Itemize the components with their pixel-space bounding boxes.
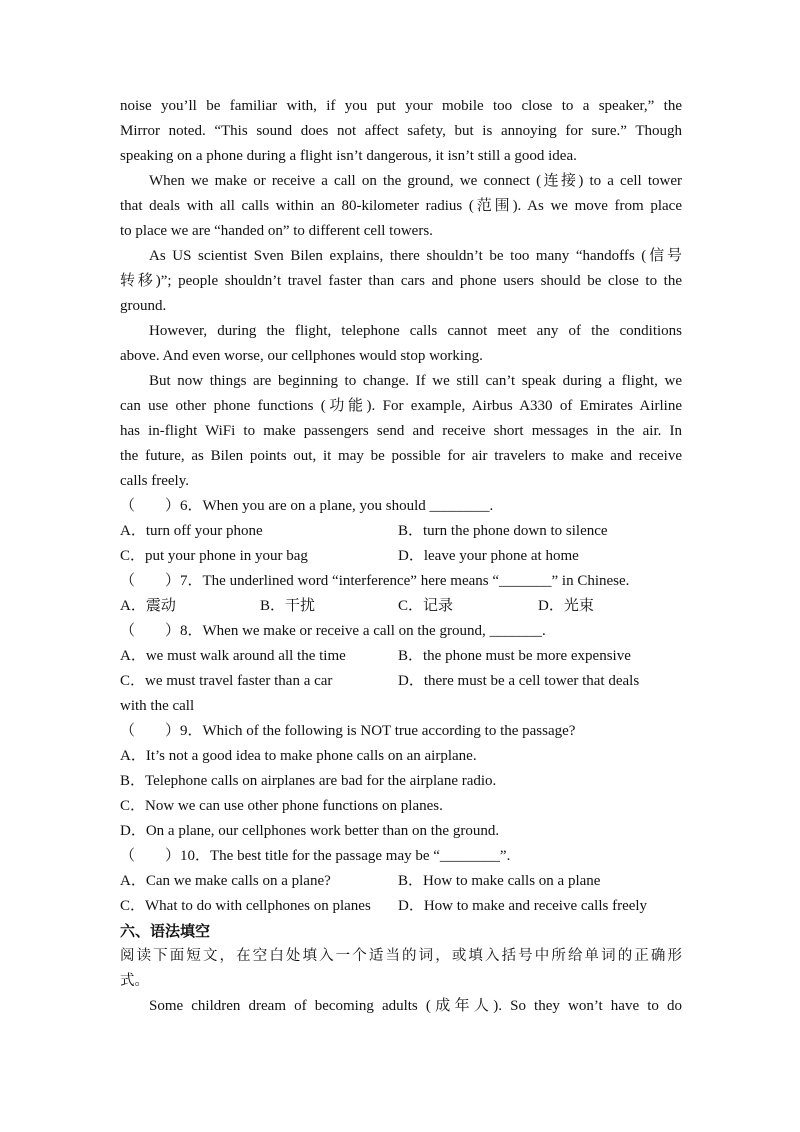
option-a: A．we must walk around all the time <box>120 648 346 664</box>
option-a: A．Can we make calls on a plane? <box>120 873 331 889</box>
option-d: D．leave your phone at home <box>398 548 579 564</box>
passage-line: above. And even worse, our cellphones would stop working. <box>120 348 483 364</box>
passage-line: to place we are “handed on” to different cell towers. <box>120 223 433 239</box>
option-b: B．turn the phone down to silence <box>398 523 608 539</box>
section-heading: 六、语法填空 <box>120 922 211 940</box>
question-6-options-row <box>120 544 682 569</box>
question-10-stem: （ ）10．The best title for the passage may be “________”. <box>120 848 511 864</box>
passage-line: that deals with all calls within an 80-kilometer radius (范围). As we move from place <box>120 198 682 214</box>
option-d: D．there must be a cell tower that deals <box>398 673 640 689</box>
passage-line: But now things are beginning to change. If we still can’t speak during a flight, we <box>149 373 682 389</box>
option-a: A．震动 <box>120 598 176 614</box>
question-8-stem: （ ）8．When we make or receive a call on the ground, _______. <box>120 623 546 639</box>
passage-line: noise you’ll be familiar with, if you put your mobile too close to a speaker,” the <box>120 98 682 114</box>
option-c: C．Now we can use other phone functions on planes. <box>120 798 443 814</box>
question-6-options-row <box>120 519 682 544</box>
question-7-stem: （ ）7．The underlined word “interference” here means “_______” in Chinese. <box>120 573 630 589</box>
passage-line: When we make or receive a call on the ground, we connect (连接) to a cell tower <box>149 173 682 189</box>
option-b: B．the phone must be more expensive <box>398 648 631 664</box>
passage-line: ground. <box>120 298 167 314</box>
option-a: A．It’s not a good idea to make phone calls on an airplane. <box>120 748 477 764</box>
option-b: B．干扰 <box>260 598 316 614</box>
option-d: D．How to make and receive calls freely <box>398 898 648 914</box>
option-c: C．we must travel faster than a car <box>120 673 333 689</box>
option-b: B．Telephone calls on airplanes are bad for the airplane radio. <box>120 773 497 789</box>
instruction-line: 阅读下面短文，在空白处填入一个适当的词，或填入括号中所给单词的正确形 <box>120 948 682 964</box>
passage-line: has in-flight WiFi to make passengers send and receive short messages in the air. In <box>120 423 682 439</box>
option-c: C．put your phone in your bag <box>120 548 308 564</box>
question-8-options-row <box>120 669 682 694</box>
question-6-stem: （ ）6．When you are on a plane, you should ________. <box>120 498 494 514</box>
option-d: D．光束 <box>538 598 594 614</box>
instruction-line: 式。 <box>120 973 149 989</box>
question-10-options-row <box>120 869 682 894</box>
option-d: D．On a plane, our cellphones work better than on the ground. <box>120 823 500 839</box>
option-b: B．How to make calls on a plane <box>398 873 601 889</box>
passage-line: Some children dream of becoming adults (成年人). So they won’t have to do <box>149 998 682 1014</box>
option-a: A．turn off your phone <box>120 523 263 539</box>
passage-line: the future, as Bilen points out, it may be possible for air travelers to make and receive <box>120 448 682 464</box>
question-8-options-row <box>120 644 682 669</box>
option-c: C．What to do with cellphones on planes <box>120 898 371 914</box>
passage-line: Mirror noted. “This sound does not affect safety, but is annoying for sure.” Though <box>120 123 682 139</box>
option-c: C．记录 <box>398 598 454 614</box>
document-page <box>120 94 682 1019</box>
option-d-continuation: with the call <box>120 698 195 714</box>
passage-line: However, during the flight, telephone calls cannot meet any of the conditions <box>149 323 682 339</box>
passage-line: calls freely. <box>120 473 189 489</box>
passage-line: speaking on a phone during a flight isn’t dangerous, it isn’t still a good idea. <box>120 148 577 164</box>
passage-line: 转移)”; people shouldn’t travel faster than cars and phone users should be close to the <box>120 273 682 289</box>
passage-line: As US scientist Sven Bilen explains, there shouldn’t be too many “handoffs (信号 <box>149 248 682 264</box>
passage-line: can use other phone functions (功能). For example, Airbus A330 of Emirates Airline <box>120 398 682 414</box>
question-10-options-row <box>120 894 682 919</box>
question-9-stem: （ ）9．Which of the following is NOT true according to the passage? <box>120 723 576 739</box>
question-7-options-row <box>120 594 682 619</box>
